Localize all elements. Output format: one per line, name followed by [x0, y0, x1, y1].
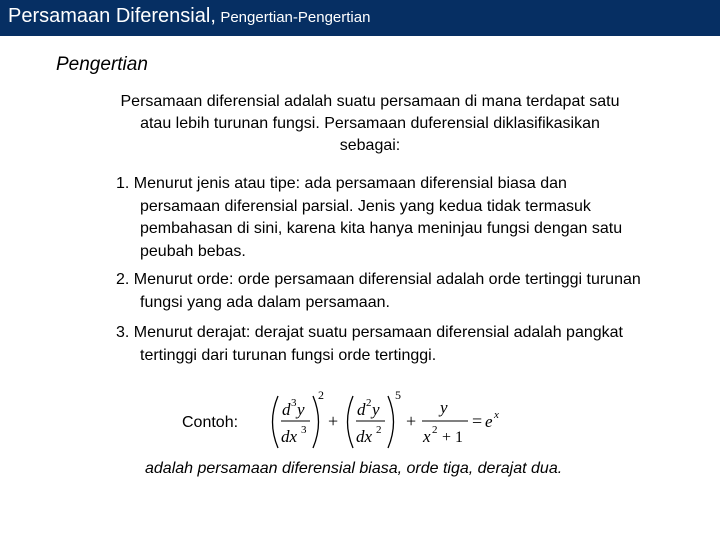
- term2-denominator-exp: 2: [376, 424, 382, 436]
- plus-sign-2: +: [406, 411, 417, 431]
- term2-numerator-d: d: [357, 400, 366, 419]
- term2-numerator-var: y: [372, 400, 380, 419]
- right-paren: [313, 396, 319, 448]
- example-equation: [262, 382, 512, 456]
- term3-denominator-tail: + 1: [442, 429, 464, 446]
- classification-item-1: 1. Menurut jenis atau tipe: ada persamaan diferensial biasa dan persamaan diferensial parsial. Jenis yang kedua tidak termasuk pembahasan di sini, karena kita hanya meninjau fungsi dengan satu peubah bebas.: [116, 175, 623, 260]
- term1-numerator-var: y: [297, 400, 305, 419]
- term1-numerator-d: d: [282, 400, 291, 419]
- page-subtitle: Pengertian-Pengertian: [220, 9, 371, 26]
- left-paren: [348, 396, 354, 448]
- term1-numerator-exp: 3: [291, 397, 297, 409]
- classification-item-3: 3. Menurut derajat: derajat suatu persamaan diferensial adalah pangkat tertinggi dari turunan fungsi orde tertinggi.: [116, 324, 623, 364]
- intro-paragraph: Persamaan diferensial adalah suatu persamaan di mana terdapat satu atau lebih turunan fungsi. Persamaan duferensial diklasifikasikan sebagai:: [120, 93, 620, 154]
- equals-sign: =: [472, 411, 483, 431]
- term2-denominator: dx: [356, 427, 373, 446]
- page-title: Persamaan Diferensial,: [8, 5, 216, 27]
- rhs-base: e: [485, 412, 493, 431]
- term3-numerator: y: [440, 398, 448, 417]
- term2-numerator-exp: 2: [366, 397, 372, 409]
- term3-denominator-exp: 2: [432, 424, 438, 436]
- term1-denominator: dx: [281, 427, 298, 446]
- example-conclusion: adalah persamaan diferensial biasa, orde tiga, derajat dua.: [145, 460, 563, 477]
- classification-item-2: 2. Menurut orde: orde persamaan diferensial adalah orde tertinggi turunan fungsi yang ada dalam persamaan.: [116, 271, 641, 311]
- term1-power: 2: [318, 388, 324, 402]
- example-label: Contoh:: [182, 414, 239, 431]
- plus-sign-1: +: [328, 411, 339, 431]
- section-heading: Pengertian: [56, 54, 148, 75]
- term3-denominator-var: x: [423, 427, 431, 446]
- right-paren: [388, 396, 394, 448]
- term2-power: 5: [395, 388, 401, 402]
- rhs-exponent: x: [494, 409, 499, 421]
- left-paren: [273, 396, 279, 448]
- term1-denominator-exp: 3: [301, 424, 307, 436]
- title-bar: [0, 0, 720, 36]
